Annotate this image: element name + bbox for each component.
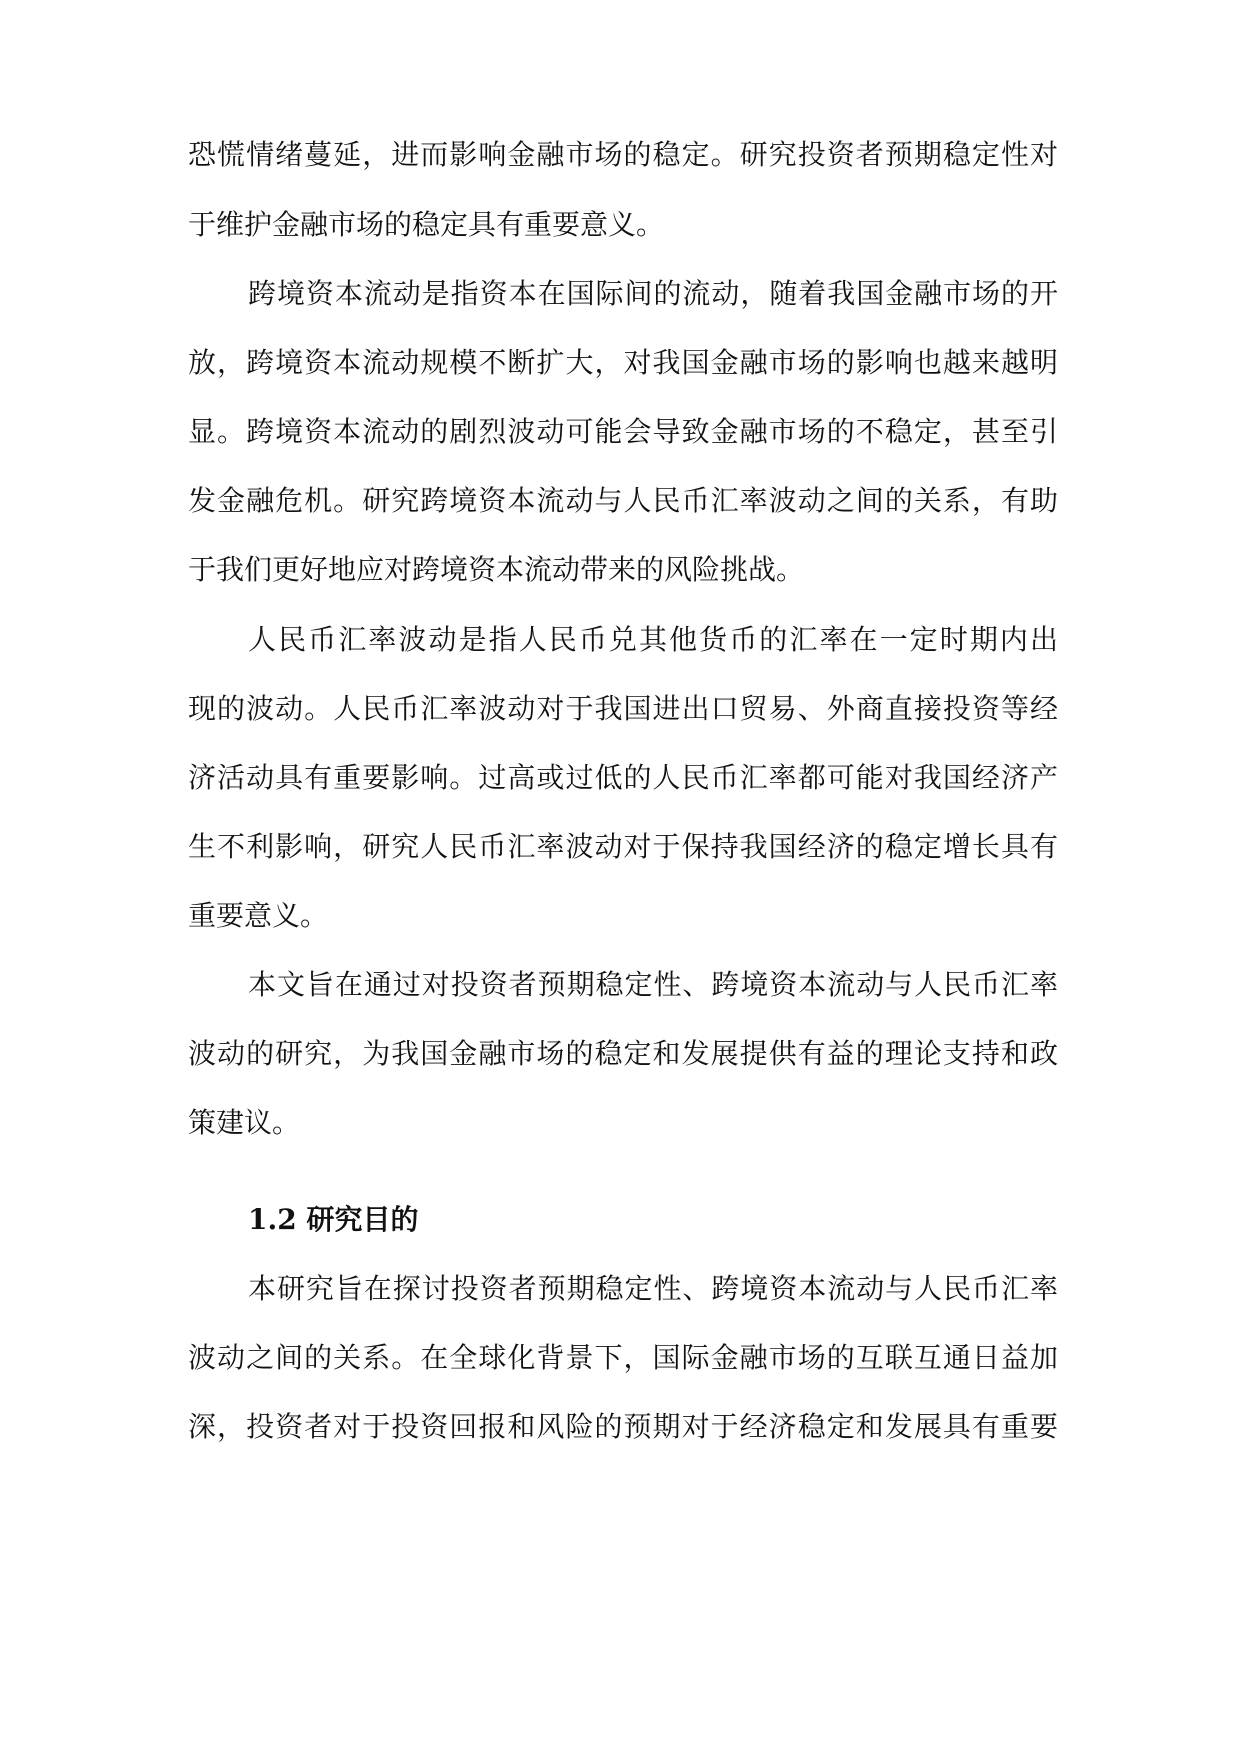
paragraph-line: 深，投资者对于投资回报和风险的预期对于经济稳定和发展具有重要 <box>188 1410 1058 1443</box>
paragraph-line: 跨境资本流动是指资本在国际间的流动，随着我国金融市场的开 <box>248 277 1058 310</box>
section-heading: 1.2 研究目的 <box>248 1203 419 1236</box>
paragraph-line: 波动之间的关系。在全球化背景下，国际金融市场的互联互通日益加 <box>188 1341 1058 1374</box>
paragraph-line: 本研究旨在探讨投资者预期稳定性、跨境资本流动与人民币汇率 <box>248 1272 1058 1305</box>
paragraph-line: 人民币汇率波动是指人民币兑其他货币的汇率在一定时期内出 <box>248 623 1058 656</box>
paragraph-line: 于我们更好地应对跨境资本流动带来的风险挑战。 <box>188 553 805 586</box>
paragraph-line: 策建议。 <box>188 1106 301 1139</box>
paragraph-line: 放，跨境资本流动规模不断扩大，对我国金融市场的影响也越来越明 <box>188 346 1058 379</box>
paragraph-line: 波动的研究，为我国金融市场的稳定和发展提供有益的理论支持和政 <box>188 1037 1058 1070</box>
paragraph-line: 重要意义。 <box>188 899 329 932</box>
paragraph-line: 济活动具有重要影响。过高或过低的人民币汇率都可能对我国经济产 <box>188 761 1058 794</box>
paragraph-line: 发金融危机。研究跨境资本流动与人民币汇率波动之间的关系，有助 <box>188 484 1058 517</box>
paragraph-line: 现的波动。人民币汇率波动对于我国进出口贸易、外商直接投资等经 <box>188 692 1058 725</box>
paragraph-line: 生不利影响，研究人民币汇率波动对于保持我国经济的稳定增长具有 <box>188 830 1058 863</box>
paragraph-line: 显。跨境资本流动的剧烈波动可能会导致金融市场的不稳定，甚至引 <box>188 415 1058 448</box>
paragraph-line: 本文旨在通过对投资者预期稳定性、跨境资本流动与人民币汇率 <box>248 968 1058 1001</box>
paragraph-line: 恐慌情绪蔓延，进而影响金融市场的稳定。研究投资者预期稳定性对 <box>188 138 1058 171</box>
paragraph-line: 于维护金融市场的稳定具有重要意义。 <box>188 208 665 241</box>
